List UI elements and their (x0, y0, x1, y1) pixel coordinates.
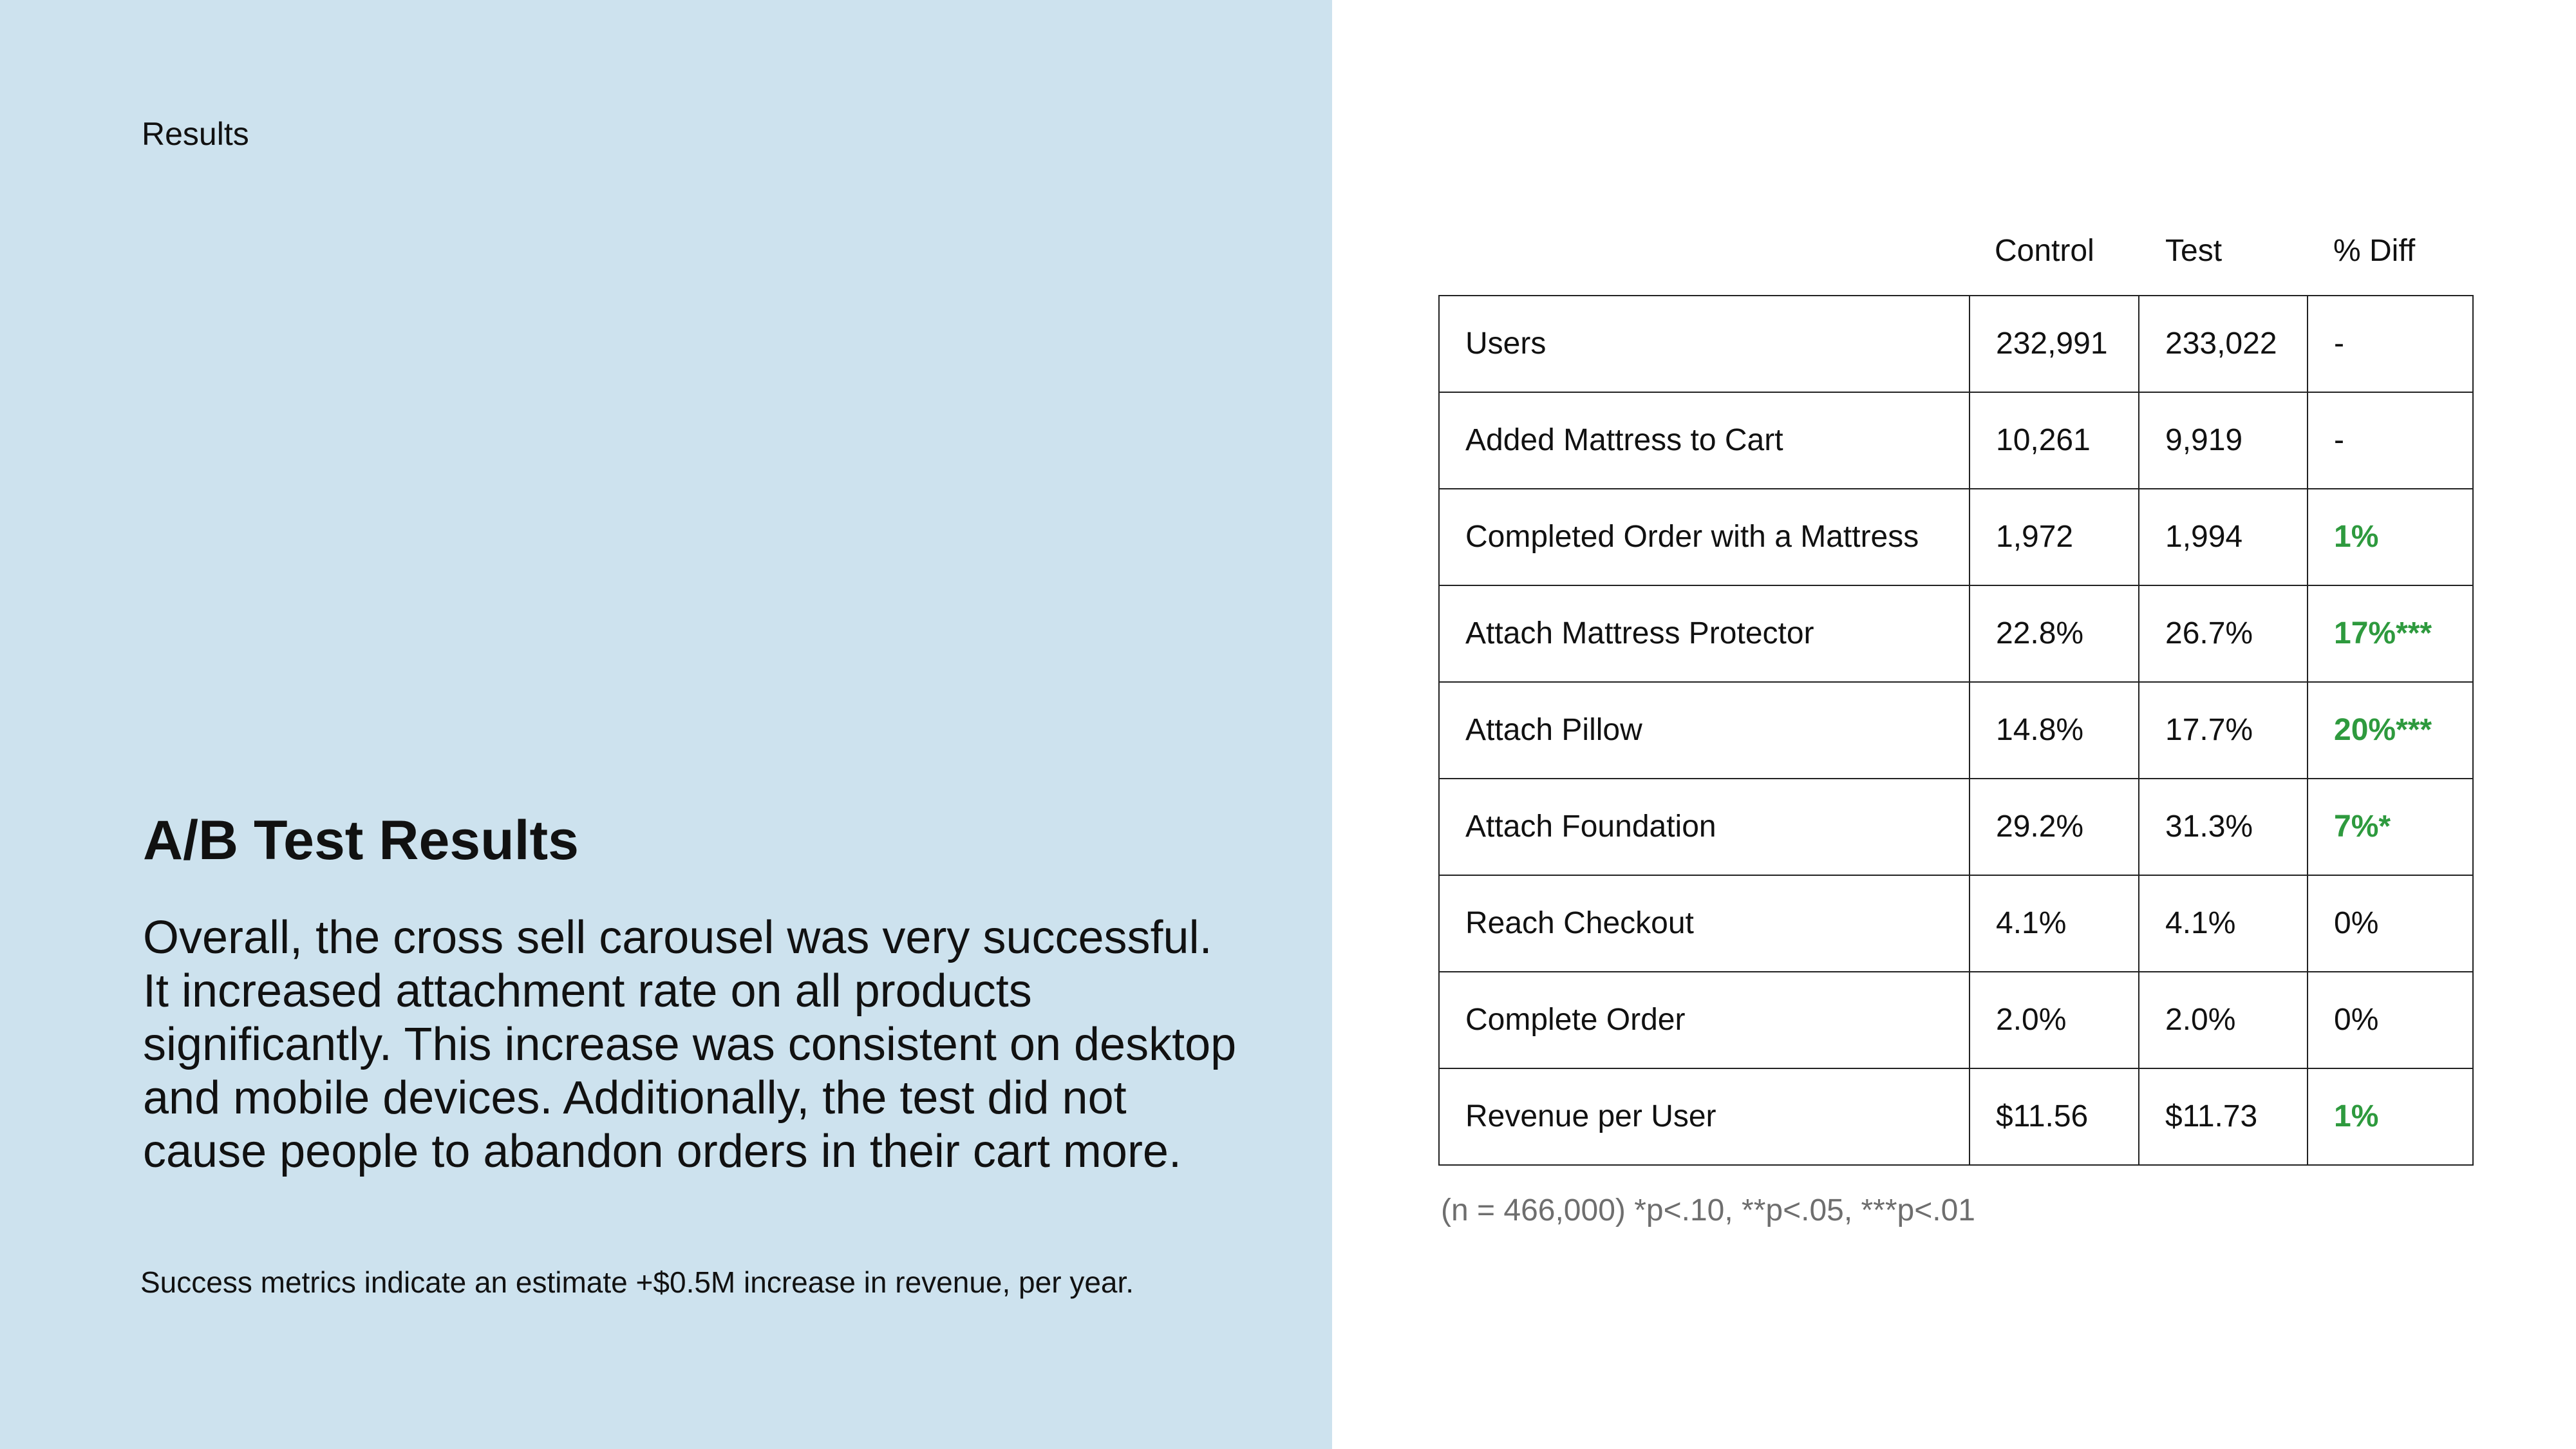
diff-value-cell: - (2308, 392, 2473, 489)
control-value-cell: 14.8% (1970, 682, 2139, 779)
test-value-cell: 31.3% (2139, 779, 2308, 875)
test-value-cell: 9,919 (2139, 392, 2308, 489)
page-title: A/B Test Results (143, 810, 579, 871)
metric-cell: Users (1439, 296, 1970, 392)
control-value-cell: 22.8% (1970, 585, 2139, 682)
test-value-cell: 1,994 (2139, 489, 2308, 585)
test-value-cell: 4.1% (2139, 875, 2308, 972)
metric-cell: Attach Pillow (1439, 682, 1970, 779)
diff-value-cell: 1% (2308, 489, 2473, 585)
metric-cell: Completed Order with a Mattress (1439, 489, 1970, 585)
control-value-cell: $11.56 (1970, 1068, 2139, 1165)
control-value-cell: 10,261 (1970, 392, 2139, 489)
column-header-test: Test (2165, 234, 2223, 268)
table-row (1439, 296, 2473, 392)
column-header-control: Control (1995, 234, 2094, 268)
metric-cell: Revenue per User (1439, 1068, 1970, 1165)
control-value-cell: 2.0% (1970, 972, 2139, 1068)
table-row (1439, 585, 2473, 682)
diff-value-cell: 0% (2308, 875, 2473, 972)
metric-cell: Reach Checkout (1439, 875, 1970, 972)
table-column-headers (1438, 232, 2472, 270)
metric-cell: Attach Foundation (1439, 779, 1970, 875)
diff-value-cell: 0% (2308, 972, 2473, 1068)
section-label: Results (142, 116, 249, 152)
test-value-cell: 233,022 (2139, 296, 2308, 392)
diff-value-cell: 20%*** (2308, 682, 2473, 779)
results-table-body (1439, 296, 2473, 1165)
table-row (1439, 972, 2473, 1068)
control-value-cell: 232,991 (1970, 296, 2139, 392)
metric-cell: Complete Order (1439, 972, 1970, 1068)
table-row (1439, 392, 2473, 489)
test-value-cell: 26.7% (2139, 585, 2308, 682)
diff-value-cell: - (2308, 296, 2473, 392)
significance-note: (n = 466,000) *p<.10, **p<.05, ***p<.01 (1441, 1193, 1975, 1227)
metric-cell: Added Mattress to Cart (1439, 392, 1970, 489)
results-table (1438, 295, 2474, 1166)
diff-value-cell: 7%* (2308, 779, 2473, 875)
table-row (1439, 1068, 2473, 1165)
test-value-cell: 2.0% (2139, 972, 2308, 1068)
test-value-cell: $11.73 (2139, 1068, 2308, 1165)
diff-value-cell: 1% (2308, 1068, 2473, 1165)
column-header-diff: % Diff (2333, 234, 2416, 268)
control-value-cell: 29.2% (1970, 779, 2139, 875)
control-value-cell: 4.1% (1970, 875, 2139, 972)
table-row (1439, 875, 2473, 972)
summary-paragraph: Overall, the cross sell carousel was very successful. It increased attachment rate on all products significantly. This increase was consistent on desktop and mobile devices. Additionally, the test did not cause people to abandon orders in their cart more. (143, 912, 1237, 1177)
table-row (1439, 682, 2473, 779)
revenue-estimate-note: Success metrics indicate an estimate +$0.5M increase in revenue, per year. (140, 1265, 1134, 1299)
table-row (1439, 489, 2473, 585)
metric-cell: Attach Mattress Protector (1439, 585, 1970, 682)
test-value-cell: 17.7% (2139, 682, 2308, 779)
control-value-cell: 1,972 (1970, 489, 2139, 585)
table-row (1439, 779, 2473, 875)
diff-value-cell: 17%*** (2308, 585, 2473, 682)
